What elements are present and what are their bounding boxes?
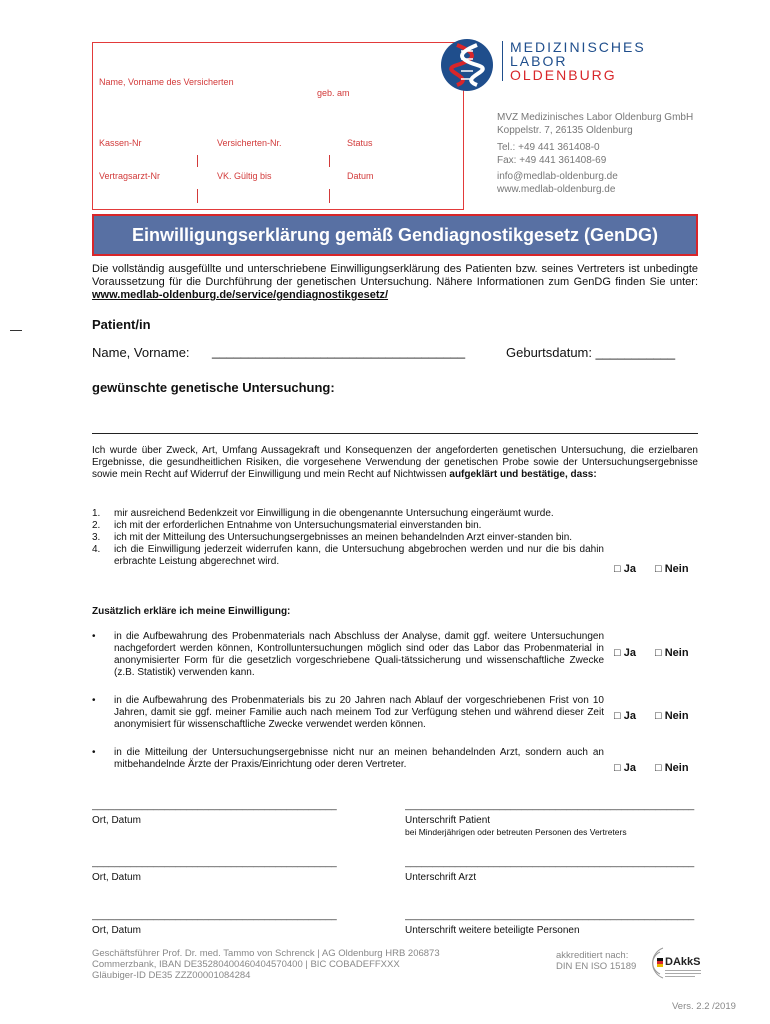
status-label: Status — [347, 138, 373, 148]
lab-logo-icon — [441, 39, 493, 91]
requested-test-heading: gewünschte genetische Untersuchung: — [92, 380, 335, 395]
consent-intro-bold: aufgeklärt und bestätige, dass: — [449, 469, 597, 480]
list-item: 3. ich mit der Mitteilung des Untersuchungsergebnisses an meinen behandelnden Arzt einver-standen bin. — [92, 532, 573, 543]
versicherten-nr-label: Versicherten-Nr. — [217, 138, 282, 148]
kassen-nr-label: Kassen-Nr — [99, 138, 142, 148]
accreditation-info — [556, 950, 636, 972]
intro-text: Die vollständig ausgefüllte und unterschriebene Einwilligungserklärung des Patienten bzw. seines Vertreters ist unbedingte Voraussetzung für die Durchführung der genetischen Untersuchung. Nähere Informationen zum GenDG finden Sie unter: — [92, 263, 698, 288]
dakks-wordmark: DAkkS — [665, 956, 701, 968]
additional-consent-item: • in die Aufbewahrung des Probenmaterials nach Abschluss der Analyse, damit ggf. weitere Untersuchungen nachgefordert werden können, Kontrolluntersuchungen möglich sind oder das Labor das Probenmaterial in anonymisierter Form für die gesetzlich vorgeschriebene Quali-tätssicherung und wissenschaftliche Zwecke (z.B. Statistik) verwenden kann. — [92, 631, 604, 678]
insured-name-label: Name, Vorname des Versicherten — [99, 77, 234, 87]
logo-line-1: MEDIZINISCHES — [510, 39, 646, 55]
additional-consent-heading: Zusätzlich erkläre ich meine Einwilligung: — [92, 606, 291, 617]
fold-mark — [10, 330, 22, 331]
additional-consent-item: • in die Aufbewahrung des Probenmaterials bis zu 20 Jahren nach Ablauf der vorgeschriebenen Frist von 10 Jahren, damit sie ggf. meiner Familie auch nach meinem Tod zur Verfügung stehen und während dieser Zeit anonymisiert für wissenschaftliche Zwecke verwendet werden können. — [92, 695, 604, 730]
place-date-label: Ort, Datum — [92, 815, 141, 826]
street: Koppelstr. 7, 26135 Oldenburg — [497, 125, 633, 136]
website[interactable]: www.medlab-oldenburg.de — [497, 184, 616, 195]
place-date-line[interactable]: ____________________________________________ — [92, 910, 337, 921]
lab-phone — [497, 141, 606, 167]
gendg-info-link[interactable]: www.medlab-oldenburg.de/service/gendiagnostikgesetz/ — [92, 289, 389, 301]
consent-numbered-list — [92, 508, 604, 568]
patient-name-label: Name, Vorname: — [92, 345, 190, 360]
vertragsarzt-nr-label: Vertragsarzt-Nr — [99, 171, 161, 181]
logo-line-2: LABOR — [510, 53, 568, 69]
footer-line-1: Geschäftsführer Prof. Dr. med. Tammo von Schrenck | AG Oldenburg HRB 206873 — [92, 948, 440, 959]
accredited-label: akkreditiert nach: — [556, 950, 629, 961]
phone-number: Tel.: +49 441 361408-0 — [497, 142, 600, 153]
results-sharing-ja-checkbox[interactable]: □ Ja — [614, 762, 636, 774]
extended-storage-ja-checkbox[interactable]: □ Ja — [614, 710, 636, 722]
other-signature-line[interactable]: ____________________________________________________ — [405, 910, 695, 921]
version-label: Vers. 2.2 /2019 — [672, 1001, 736, 1012]
insured-dob-label: geb. am — [317, 88, 350, 98]
storage-ja-checkbox[interactable]: □ Ja — [614, 647, 636, 659]
lab-address — [497, 111, 693, 137]
lab-logo-wordmark — [510, 40, 646, 82]
datum-label: Datum — [347, 171, 374, 181]
footer-company-info — [92, 948, 440, 981]
company-name: MVZ Medizinisches Labor Oldenburg GmbH — [497, 112, 694, 123]
document-title: Einwilligungserklärung gemäß Gendiagnostikgesetz (GenDG) — [92, 214, 698, 256]
list-item: 1. mir ausreichend Bedenkzeit vor Einwilligung in die obengenannte Untersuchung eingeräumt wurde. — [92, 508, 554, 519]
logo-line-3: OLDENBURG — [510, 67, 617, 83]
footer-line-3: Gläubiger-ID DE35 ZZZ00001084284 — [92, 970, 251, 981]
lab-contact — [497, 170, 618, 196]
patient-heading: Patient/in — [92, 317, 151, 332]
doctor-signature-label: Unterschrift Arzt — [405, 872, 477, 883]
iso-label: DIN EN ISO 15189 — [556, 961, 637, 972]
place-date-line[interactable]: ____________________________________________ — [92, 857, 337, 868]
footer-line-2: Commerzbank, IBAN DE35280400460404570400 | BIC COBADEFFXXX — [92, 959, 400, 970]
other-signature-label: Unterschrift weitere beteiligte Personen — [405, 925, 580, 936]
consent-intro — [92, 445, 698, 481]
main-consent-ja-checkbox[interactable]: □ Ja — [614, 563, 636, 575]
patient-signature-label: Unterschrift Patient — [405, 815, 491, 826]
list-item: 2. ich mit der erforderlichen Entnahme von Untersuchungsmaterial einverstanden bin. — [92, 520, 482, 531]
patient-dob-field[interactable]: Geburtsdatum: ___________ — [506, 345, 676, 360]
extended-storage-nein-checkbox[interactable]: □ Nein — [655, 710, 689, 722]
vk-gueltig-label: VK. Gültig bis — [217, 171, 272, 181]
list-item: 4. ich die Einwilligung jederzeit widerrufen kann, die Untersuchung abgebrochen werden und nur die bis dahin erbrachte Leistung abgerechnet wird. — [92, 544, 604, 567]
place-date-label: Ort, Datum — [92, 872, 141, 883]
doctor-signature-line[interactable]: ____________________________________________________ — [405, 857, 695, 868]
insurance-card-box — [92, 42, 464, 210]
storage-nein-checkbox[interactable]: □ Nein — [655, 647, 689, 659]
intro-paragraph — [92, 263, 698, 302]
additional-consent-item: • in die Mitteilung der Untersuchungsergebnisse nicht nur an meinen behandelnden Arzt, sondern auch an mitbehandelnde Ärzte der Praxis/Einrichtung oder deren Vertreter. — [92, 747, 604, 770]
test-separator-line — [92, 433, 698, 434]
dakks-logo — [645, 946, 705, 982]
consent-intro-text: Ich wurde über Zweck, Art, Umfang Aussagekraft und Konsequenzen der angeforderten genetischen Untersuchung, die erzielbaren Ergebnisse, die gesundheitlichen Risiken, die vorgesehene Verwendung der genetischen Probe sowie der Untersuchungsergebnisse sowie mein Recht auf Widerruf der Einwilligung und mein Recht auf Nichtwissen — [92, 445, 698, 480]
place-date-label: Ort, Datum — [92, 925, 141, 936]
logo-divider — [502, 41, 503, 81]
fax-number: Fax: +49 441 361408-69 — [497, 155, 607, 166]
patient-signature-note: bei Minderjährigen oder betreuten Personen des Vertreters — [405, 827, 627, 837]
patient-name-field[interactable]: ___________________________________ — [212, 344, 466, 359]
main-consent-nein-checkbox[interactable]: □ Nein — [655, 563, 689, 575]
email[interactable]: info@medlab-oldenburg.de — [497, 171, 618, 182]
results-sharing-nein-checkbox[interactable]: □ Nein — [655, 762, 689, 774]
place-date-line[interactable]: ____________________________________________ — [92, 800, 337, 811]
patient-signature-line[interactable]: ____________________________________________________ — [405, 800, 695, 811]
dakks-emblem-icon — [645, 946, 665, 980]
